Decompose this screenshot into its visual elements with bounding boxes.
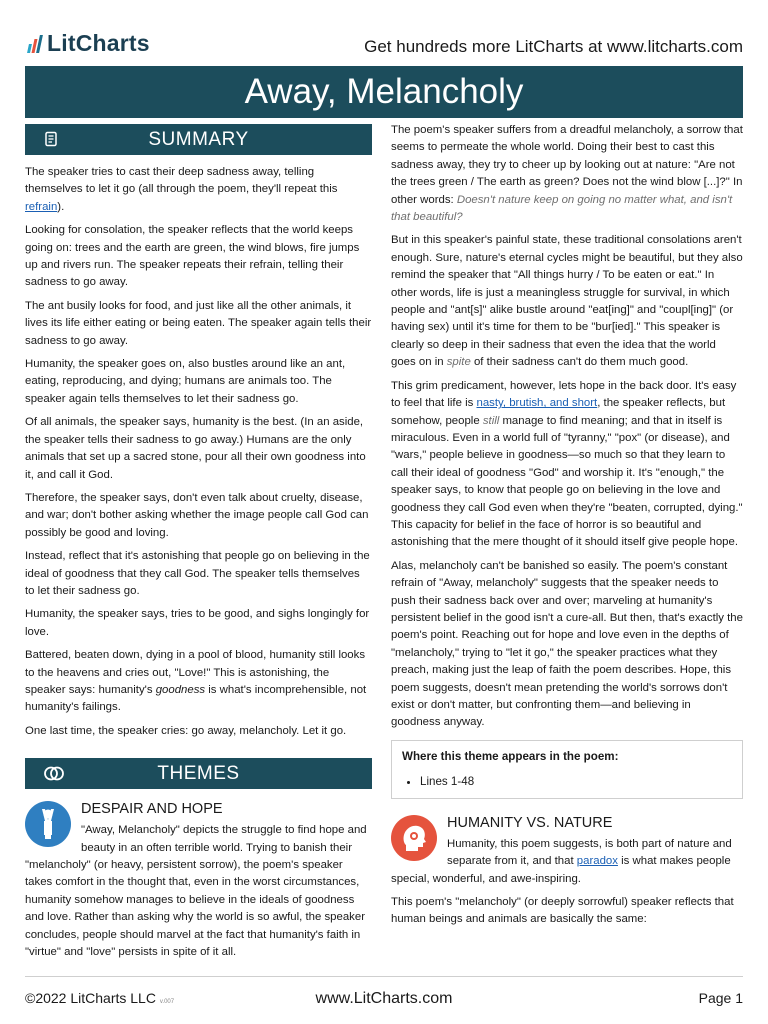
theme-paragraph: This poem's "melancholy" (or deeply sorrowful) speaker reflects that human beings and animals are basically the same:	[391, 896, 734, 926]
summary-paragraph: Battered, beaten down, dying in a pool of blood, humanity still looks to the heavens and cries out, "Love!" This is astonishing, the speaker says: humanity's goodness is what's incomprehensible, not humanity's failings.	[25, 649, 367, 714]
theme-paragraph: Alas, melancholy can't be banished so easily. The poem's constant refrain of "Away, melancholy" suggests that the speaker needs to push their sadness back over and over; marveling at humanity's persistent belief in the good isn't a cure-all. But then, that's exactly the poem's point. Reaching out for hope and love even in the depths of "melancholy," trying to "let it go," the speaker practices what they preach, making just the leap of faith the poem describes. Hope, this poem suggests, doesn't mean pretending the world's sorrows don't exist or don't matter, but confronting them—and believing in goodness anyway.	[391, 559, 743, 729]
paradox-link[interactable]: paradox	[576, 855, 618, 868]
summary-paragraph: Humanity, the speaker goes on, also bustles around like an ant, eating, reproducing, and dying; humans are animals too. The speaker again tells themselves to let their sadness go.	[25, 358, 346, 405]
theme-paragraph: Humanity, this poem suggests, is both part of nature and separate from it, and that paradox is what makes people special, wonderful, and awe-inspiring.	[391, 837, 732, 885]
logo-text: LitCharts	[47, 30, 150, 56]
footer-url[interactable]: www.LitCharts.com	[315, 990, 453, 1007]
right-column	[391, 122, 743, 935]
top-bar	[0, 0, 768, 64]
page-title: Away, Melancholy	[25, 66, 743, 118]
summary-paragraph: The ant busily looks for food, and just like all the other animals, it lives its life either eating or being eaten. The speaker again tells their sadness to go away.	[25, 299, 372, 347]
refrain-link[interactable]: refrain	[25, 200, 58, 213]
theme-title: DESPAIR AND HOPE	[81, 801, 223, 818]
nasty-brutish-short-link[interactable]: nasty, brutish, and short	[476, 397, 598, 410]
theme-paragraph: But in this speaker's painful state, these traditional consolations aren't enough. Sure, nature's eternal cycles might be beautiful, but they also remind the speaker that "All things hurry / To be eaten or eat." In other words, life is just a meaningless struggle for survival, in which people and "ant[s]" alike bustle around "eat[ing]" and "coupl[ing]" (or having sex) until it's time for them to be "bur[ied]." This speaker is clearly so deep in their sadness that even the idea that the world goes on in spite of their sadness can't do them much good.	[391, 234, 743, 369]
footer-divider	[25, 976, 743, 977]
where-box-list	[402, 773, 732, 790]
summary-paragraph: One last time, the speaker cries: go away, melancholy. Let it go.	[25, 724, 347, 737]
list-item: • Lines 1-48	[420, 773, 732, 790]
summary-header	[25, 124, 372, 155]
summary-paragraph: Of all animals, the speaker says, humanity is the best. (In an aside, the speaker tells their sadness to go away.) Humans are the only animals that set up a sacred stone, pour all their own goodness into it, and call it God.	[25, 416, 366, 481]
themes-heading: THEMES	[157, 763, 240, 785]
themes-header	[25, 758, 372, 789]
logo-bars-icon	[28, 35, 41, 53]
hope-figure-icon	[25, 801, 71, 847]
summary-paragraph: Humanity, the speaker says, tries to be good, and sighs longingly for love.	[25, 608, 370, 638]
theme-despair-and-hope	[25, 799, 372, 961]
summary-paragraph: Looking for consolation, the speaker reflects that the world keeps going on: trees and the earth are green, the wind blows, fire jumps up and rivers run. The speaker repeats their refrain, telling their sadness to go away.	[25, 224, 360, 289]
left-column	[25, 124, 372, 967]
theme-title: HUMANITY VS. NATURE	[447, 814, 613, 831]
where-theme-appears-box	[391, 740, 743, 799]
header-tagline[interactable]: Get hundreds more LitCharts at www.litcharts.com	[364, 37, 743, 56]
footer-page-number: Page 1	[698, 990, 743, 1006]
footer-copyright: ©2022 LitCharts LLC v.007	[25, 990, 175, 1006]
litcharts-logo[interactable]	[28, 30, 150, 57]
theme-humanity-vs-nature	[391, 813, 743, 929]
human-head-icon	[391, 815, 437, 861]
where-box-title: Where this theme appears in the poem:	[402, 749, 619, 763]
footer-version: v.007	[159, 999, 175, 1005]
summary-paragraph: The speaker tries to cast their deep sadness away, telling themselves to let it go (all through the poem, they'll repeat this refrain).	[25, 166, 338, 213]
summary-paragraph: Instead, reflect that it's astonishing that people go on believing in the ideal of goodness that they call God. The speaker tells themselves to let their sadness go.	[25, 550, 370, 597]
theme-paragraph: The poem's speaker suffers from a dreadful melancholy, a sorrow that seems to permeate the whole world. Doing their best to cast this sadness away, they try to cheer up by looking out at nature: "Are not the trees green / The earth as green? Does not the wind blow [...]?" In other words: Doesn't nature keep on going no matter what, and isn't that beautiful?	[391, 124, 743, 224]
summary-paragraph: Therefore, the speaker says, don't even talk about cruelty, disease, and war; don't bother asking whether the image people call God can possibly be good and loving.	[25, 491, 369, 539]
theme-paragraph: This grim predicament, however, lets hope in the back door. It's easy to feel that life is nasty, brutish, and short, the speaker reflects, but somehow, people still manage to find meaning; and that in itself is miraculous. Even in a world full of "tyranny," "pox" (or disease), and "wars," people believe in goodness—so much so that they learn to call their ideal of goodness "God" and worship it. It's "enough," the speaker says, to know that people go on believing in the love and goodness they call God even when they're "beaten, corrupted, dying." This capacity for belief in the face of horror is so beautiful and astonishing that the mere thought of it should itself give people hope.	[391, 379, 743, 549]
summary-heading: SUMMARY	[148, 129, 249, 150]
theme-paragraph: "Away, Melancholy" depicts the struggle to find hope and beauty in an often terrible world. Trying to banish their "melancholy" (or heavy, persistent sorrow), the poem's speaker takes comfort in the thought that, even in the worst circumstances, humanity somehow manages to believe in the ideals of goodness and love. Rather than asking why the world is so awful, the speaker concludes, people should marvel at the fact that humanity's faith in "virtue" and "love" persists in spite of it all.	[25, 824, 367, 959]
